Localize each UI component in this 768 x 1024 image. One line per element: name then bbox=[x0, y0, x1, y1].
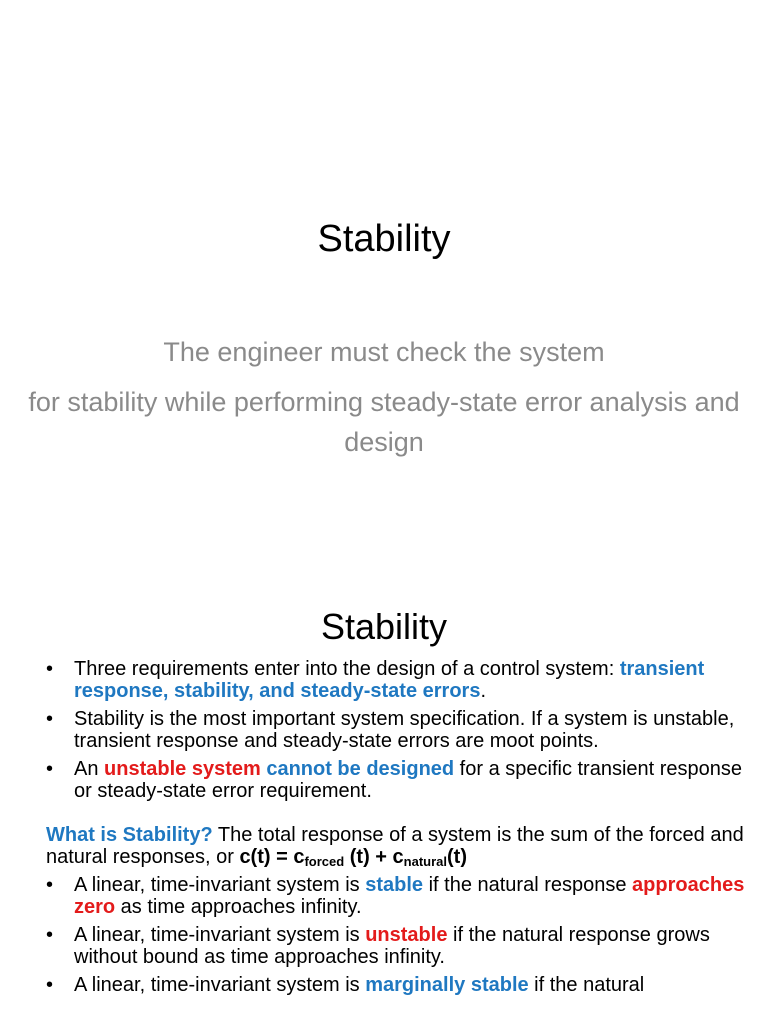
subtitle-line-2: for stability while performing steady-state error analysis and design bbox=[28, 387, 740, 457]
slide-title: Stability bbox=[317, 218, 451, 260]
highlight-text: unstable system bbox=[104, 758, 261, 780]
content-slide bbox=[0, 560, 768, 1024]
bullet-icon: • bbox=[46, 974, 54, 996]
bullet-icon: • bbox=[46, 758, 54, 780]
equation: $c(t) = c_{forced}$ $(t) + c_{natural}(t)$ bbox=[239, 846, 467, 869]
bullet-item: • An unstable system cannot be designed for a specific transient response or steady-state error requirement. bbox=[46, 758, 743, 802]
bullet-item: • A linear, time-invariant system is stable if the natural response approaches zero as time approaches infinity. bbox=[46, 874, 745, 918]
bullet-item: • A linear, time-invariant system is unstable if the natural response grows without bound as time approaches infinity. bbox=[46, 924, 710, 968]
bullet-icon: • bbox=[46, 708, 54, 730]
stability-definition: What is Stability? The total response of a system is the sum of the forced and natural responses, or $c(t) = c_{forced}$ $(t) + c_{natural}(t)$ bbox=[46, 824, 744, 869]
slide-body bbox=[46, 658, 746, 1002]
bullet-item: • Stability is the most important system specification. If a system is unstable, transient response and steady-state errors are moot points. bbox=[46, 708, 735, 752]
highlight-text: unstable bbox=[365, 924, 448, 946]
highlight-text: stable bbox=[365, 874, 424, 896]
bullet-icon: • bbox=[46, 658, 54, 680]
subtitle-line-1: The engineer must check the system bbox=[163, 337, 605, 367]
bullet-icon: • bbox=[46, 924, 54, 946]
highlight-text: marginally stable bbox=[365, 974, 529, 996]
bullet-icon: • bbox=[46, 874, 54, 896]
bullet-item: • A linear, time-invariant system is marginally stable if the natural bbox=[46, 974, 645, 996]
highlight-text: transient response, stability, and steady-state errors bbox=[74, 658, 705, 702]
highlight-text: cannot be designed bbox=[260, 758, 455, 780]
highlight-text: approaches zero bbox=[74, 874, 745, 918]
bullet-item: • Three requirements enter into the design of a control system: transient response, stability, and steady-state errors. bbox=[46, 658, 705, 702]
slide-title: Stability bbox=[320, 606, 448, 647]
question-label: What is Stability? bbox=[46, 824, 213, 846]
